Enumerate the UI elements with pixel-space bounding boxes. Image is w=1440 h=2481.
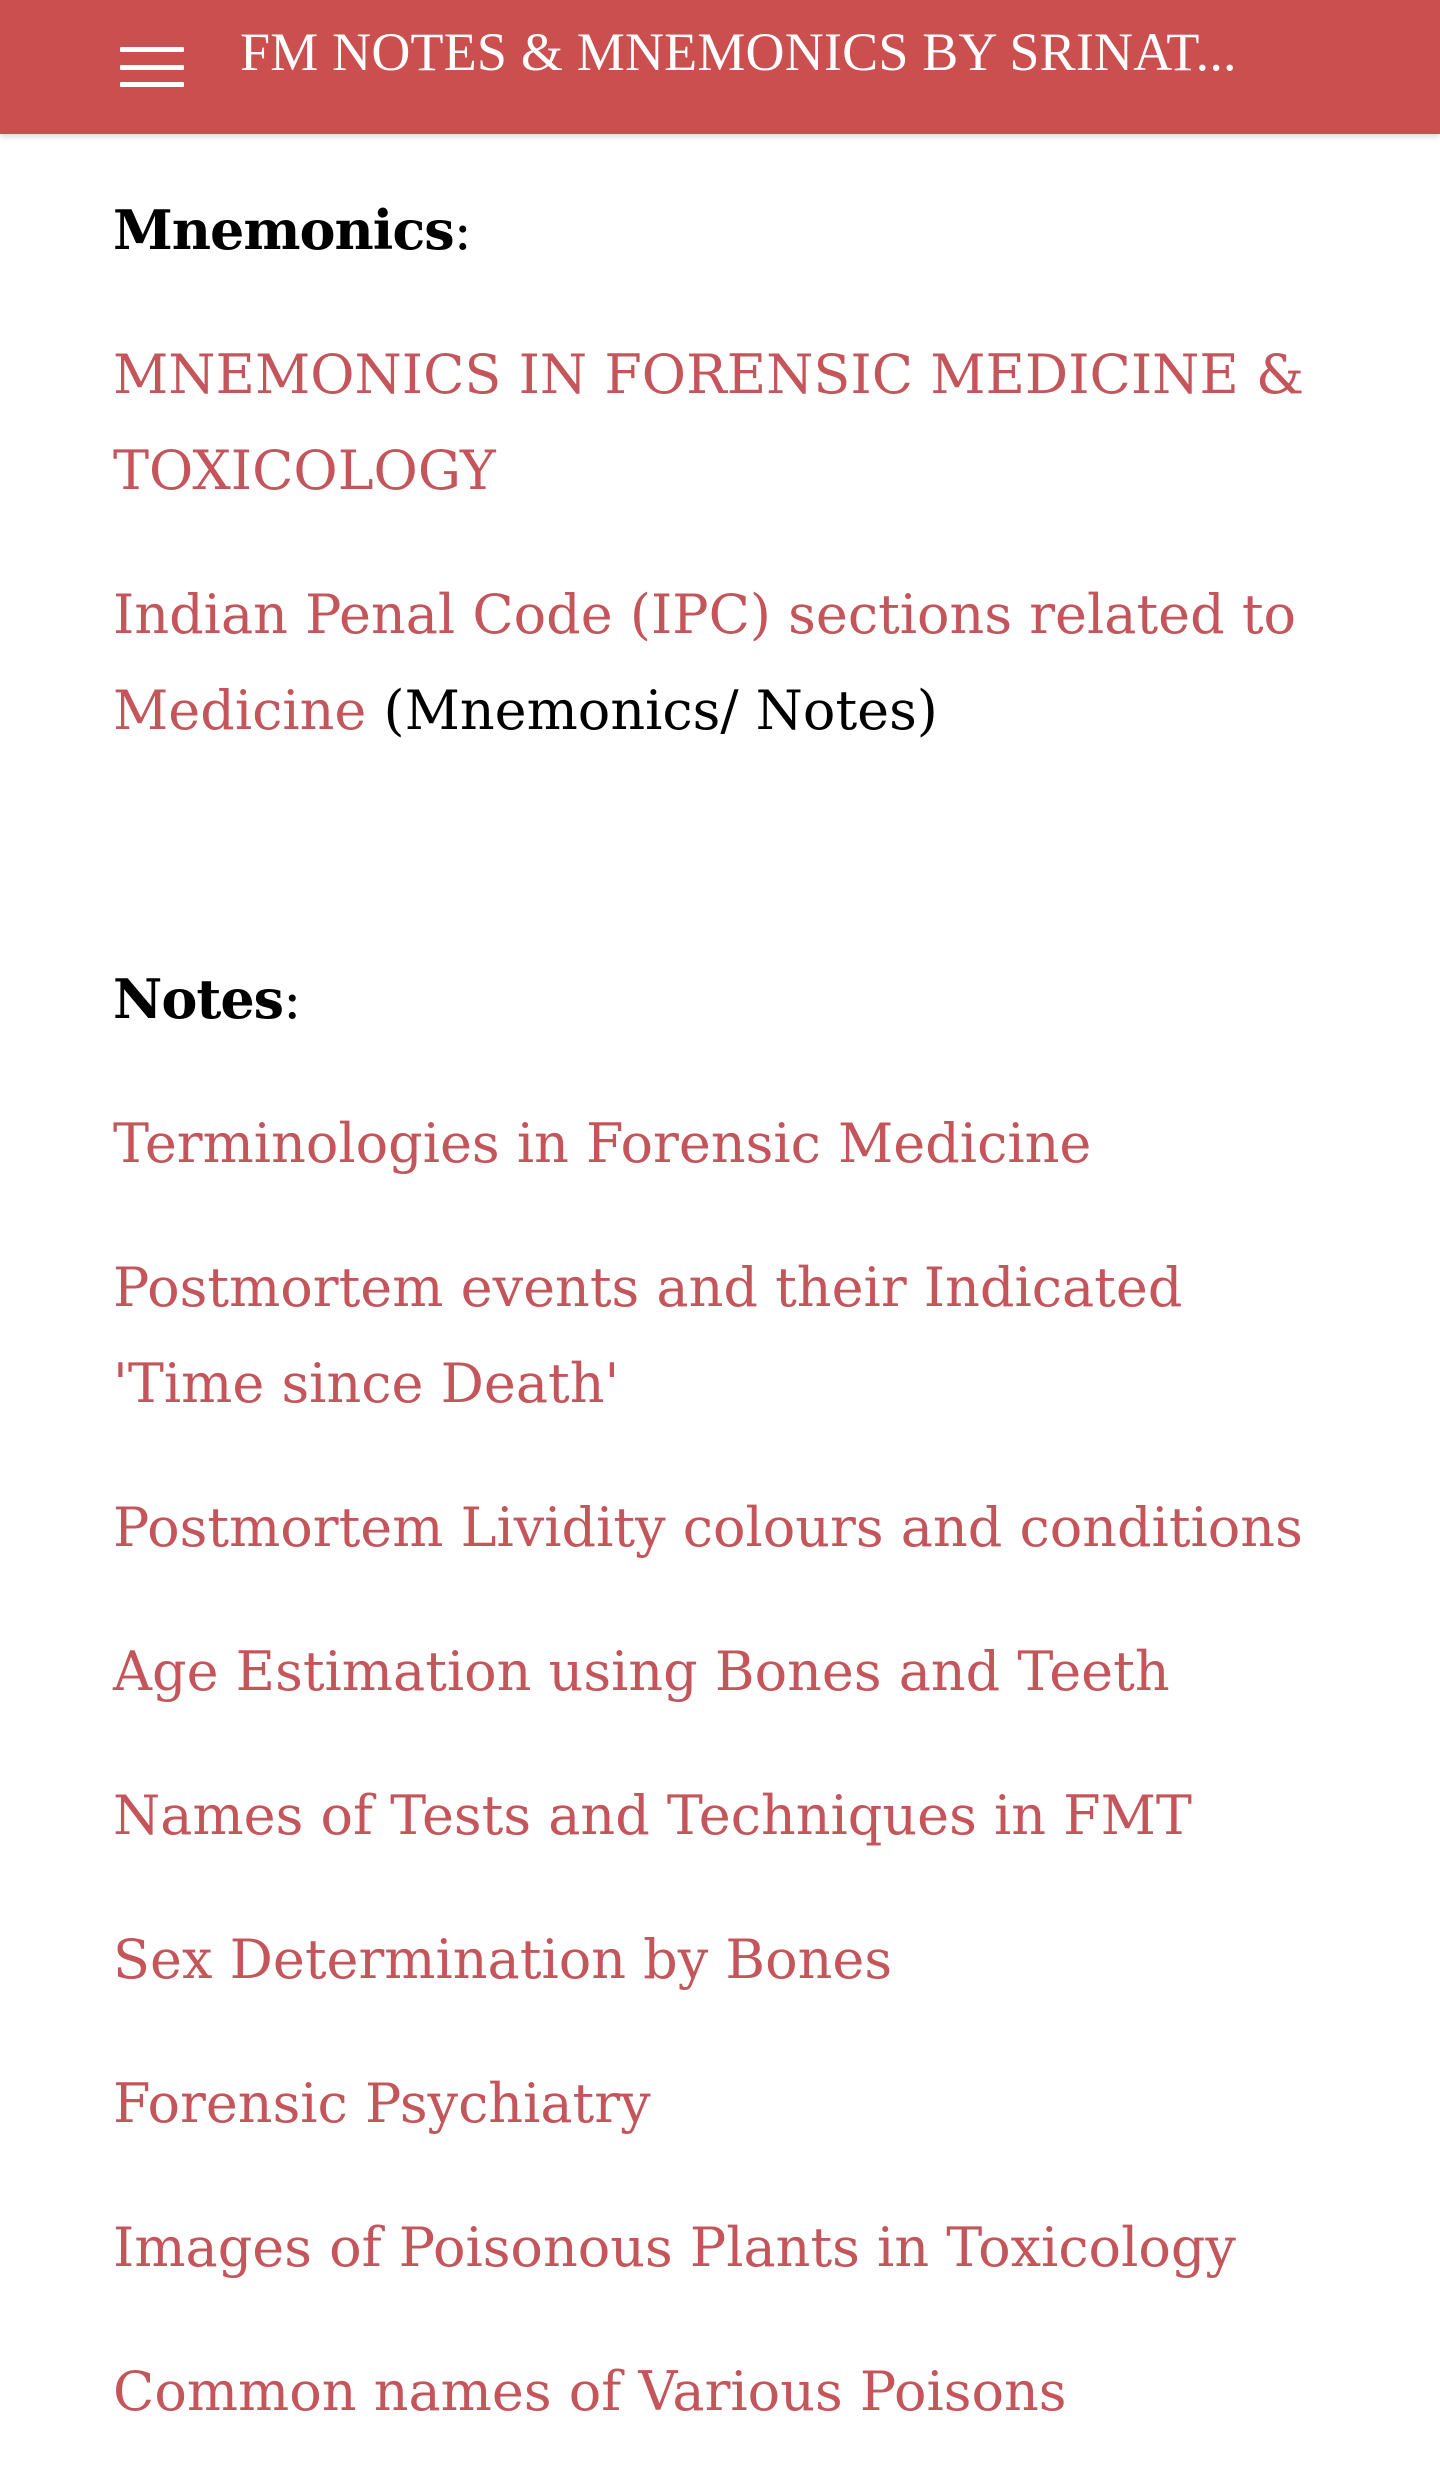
list-item — [113, 1624, 1343, 1720]
notes-link-sex-determination[interactable]: Sex Determination by Bones — [113, 1928, 893, 1991]
notes-link-terminologies[interactable]: Terminologies in Forensic Medicine — [113, 1112, 1092, 1175]
mnemonics-fmt-link[interactable]: MNEMONICS IN FORENSIC MEDICINE & TOXICOLOGY — [113, 343, 1305, 502]
section-spacer — [113, 807, 1343, 951]
post-body — [113, 182, 1343, 2481]
notes-link-postmortem-lividity[interactable]: Postmortem Lividity colours and conditions — [113, 1496, 1303, 1559]
notes-heading — [113, 951, 1343, 1048]
ipc-sections-suffix: (Mnemonics/ Notes) — [366, 679, 938, 742]
list-item — [113, 2344, 1343, 2440]
list-item — [113, 2056, 1343, 2152]
mnemonics-heading-colon: : — [453, 199, 471, 262]
list-item — [113, 2200, 1343, 2296]
page-content — [0, 134, 1440, 2481]
mnemonics-heading — [113, 182, 1343, 279]
site-title[interactable]: FM NOTES & MNEMONICS BY SRINAT... — [240, 22, 1237, 82]
notes-heading-colon: : — [283, 968, 301, 1031]
list-item — [113, 1912, 1343, 2008]
mnemonics-list — [113, 327, 1343, 759]
list-item — [113, 1240, 1343, 1432]
mnemonics-heading-text: Mnemonics — [113, 198, 454, 262]
app-header — [0, 0, 1440, 134]
notes-link-poisonous-plants[interactable]: Images of Poisonous Plants in Toxicology — [113, 2216, 1236, 2279]
notes-link-age-estimation[interactable]: Age Estimation using Bones and Teeth — [113, 1640, 1170, 1703]
notes-link-common-poisons[interactable]: Common names of Various Poisons — [113, 2360, 1067, 2423]
notes-list — [113, 1096, 1343, 2440]
list-item — [113, 327, 1343, 519]
list-item — [113, 1096, 1343, 1192]
list-item — [113, 1768, 1343, 1864]
notes-link-postmortem-events[interactable]: Postmortem events and their Indicated 'Time since Death' — [113, 1256, 1183, 1415]
list-item — [113, 1480, 1343, 1576]
notes-link-tests-techniques[interactable]: Names of Tests and Techniques in FMT — [113, 1784, 1192, 1847]
notes-heading-text: Notes — [113, 967, 284, 1031]
hamburger-menu-icon — [120, 47, 184, 87]
ipc-sections-link[interactable]: Indian Penal Code (IPC) sections related to Medicine — [113, 583, 1297, 742]
notes-link-forensic-psychiatry[interactable]: Forensic Psychiatry — [113, 2072, 651, 2135]
list-item — [113, 567, 1343, 759]
menu-button[interactable] — [112, 27, 192, 107]
